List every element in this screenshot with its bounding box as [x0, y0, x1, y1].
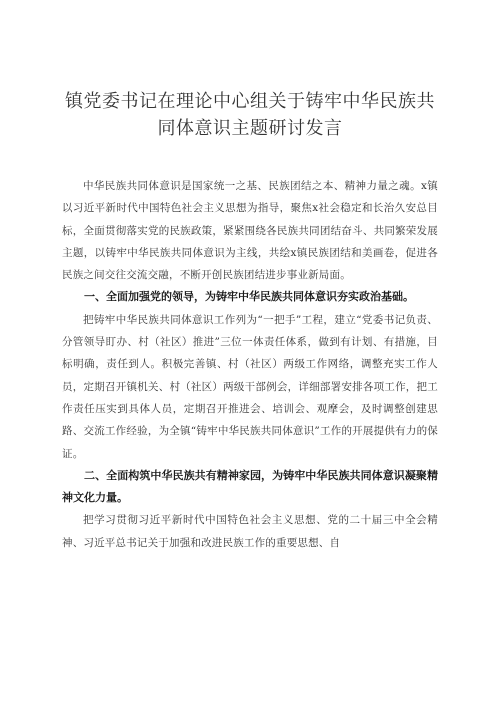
document-title — [62, 88, 438, 142]
section-heading-1: 一、全面加强党的领导，为铸牢中华民族共同体意识夯实政治基础。 — [84, 290, 414, 304]
title-line-2: 同体意识主题研讨发言 — [157, 118, 343, 139]
section-1-paragraph: 把铸牢中华民族共同体意识工作列为“一把手”工程，建立“党委书记负责、分管领导盯办、村（社区）推进”三位一体责任体系，做到有计划、有措施，目标明确，责任到人。积极完善镇、村（社区）两级工作网络，调整充实工作人员，定期召开镇机关、村（社区）两级干部例会，详细部署安排各项工作，把工作责任压实到具体人员，定期召开推进会、培训会、观摩会，及时调整创建思路、交流工作经验，为全镇“铸牢中华民族共同体意识”工作的开展提供有力的保证。 — [62, 313, 438, 460]
title-line-1: 镇党委书记在理论中心组关于铸牢中华民族共 — [65, 91, 435, 112]
section-heading-2: 二、全面构筑中华民族共有精神家园，为铸牢中华民族共同体意识凝聚精神文化力量。 — [62, 468, 438, 505]
intro-paragraph: 中华民族共同体意识是国家统一之基、民族团结之本、精神力量之魂。x镇以习近平新时代中国特色社会主义思想为指导，聚焦x社会稳定和长治久安总目标，全面贯彻落实党的民族政策，紧紧围绕各民族共同团结奋斗、共同繁荣发展主题，以铸牢中华民族共同体意识为主线，共绘x镇民族团结和美画卷，促进各民族之间交往交流交融，不断开创民族团结进步事业新局面。 — [62, 180, 438, 282]
document-body — [62, 175, 438, 554]
section-2-paragraph: 把学习贯彻习近平新时代中国特色社会主义思想、党的二十届三中全会精神、习近平总书记关于加强和改进民族工作的重要思想、自 — [62, 514, 438, 549]
